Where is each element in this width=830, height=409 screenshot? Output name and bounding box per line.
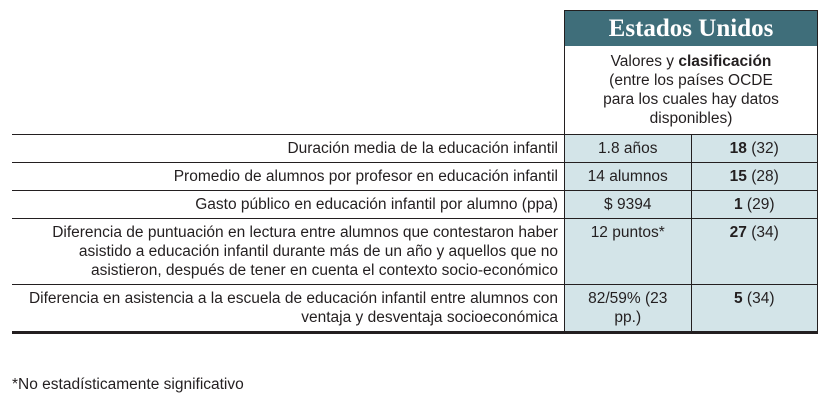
subtitle-row — [12, 46, 818, 135]
indicator-table — [12, 10, 818, 334]
table-row — [12, 191, 818, 219]
row-rank — [691, 191, 818, 219]
indicator-table-frame — [12, 10, 818, 334]
header-spacer-2 — [12, 46, 565, 135]
subtitle-bold: clasificación — [678, 53, 772, 70]
row-value: 1.8 años — [565, 135, 692, 163]
footnote: *No estadísticamente significativo — [12, 376, 244, 393]
header-spacer — [12, 11, 565, 47]
rank-total: (34) — [746, 290, 775, 307]
row-value — [565, 285, 692, 333]
row-label: Promedio de alumnos por profesor en educación infantil — [12, 163, 565, 191]
rank-number: 5 — [733, 290, 743, 307]
row-value-text: 82/59% (23 pp.) — [588, 290, 668, 326]
rank-total: (28) — [751, 168, 779, 185]
row-rank — [691, 163, 818, 191]
country-title: Estados Unidos — [565, 11, 818, 47]
table-row — [12, 219, 818, 285]
title-row — [12, 11, 818, 47]
rank-total: (32) — [751, 140, 779, 157]
row-value: $ 9394 — [565, 191, 692, 219]
table-row — [12, 163, 818, 191]
subtitle-rest: (entre los países OCDE para los cuales hay datos disponibles) — [603, 72, 779, 127]
row-label: Duración media de la educación infantil — [12, 135, 565, 163]
rank-number: 15 — [729, 168, 747, 185]
subtitle-prefix: Valores y — [610, 53, 679, 70]
row-rank — [691, 285, 818, 333]
row-label: Diferencia de puntuación en lectura entre alumnos que contestaron haber asistido a educación infantil durante más de un año y aquellos que no asistieron, después de tener en cuenta el contexto socio-económico — [12, 219, 565, 285]
rank-total: (29) — [746, 196, 775, 213]
rank-number: 1 — [733, 196, 743, 213]
row-label: Gasto público en educación infantil por alumno (ppa) — [12, 191, 565, 219]
column-subtitle — [565, 46, 818, 135]
table-row — [12, 285, 818, 333]
rank-number: 27 — [729, 224, 747, 241]
table-row — [12, 135, 818, 163]
row-value: 12 puntos* — [565, 219, 692, 285]
row-rank — [691, 219, 818, 285]
row-value: 14 alumnos — [565, 163, 692, 191]
rank-number: 18 — [729, 140, 747, 157]
row-label: Diferencia en asistencia a la escuela de educación infantil entre alumnos con ventaja y desventaja socioeconómica — [12, 285, 565, 333]
rank-total: (34) — [751, 224, 779, 241]
row-rank — [691, 135, 818, 163]
